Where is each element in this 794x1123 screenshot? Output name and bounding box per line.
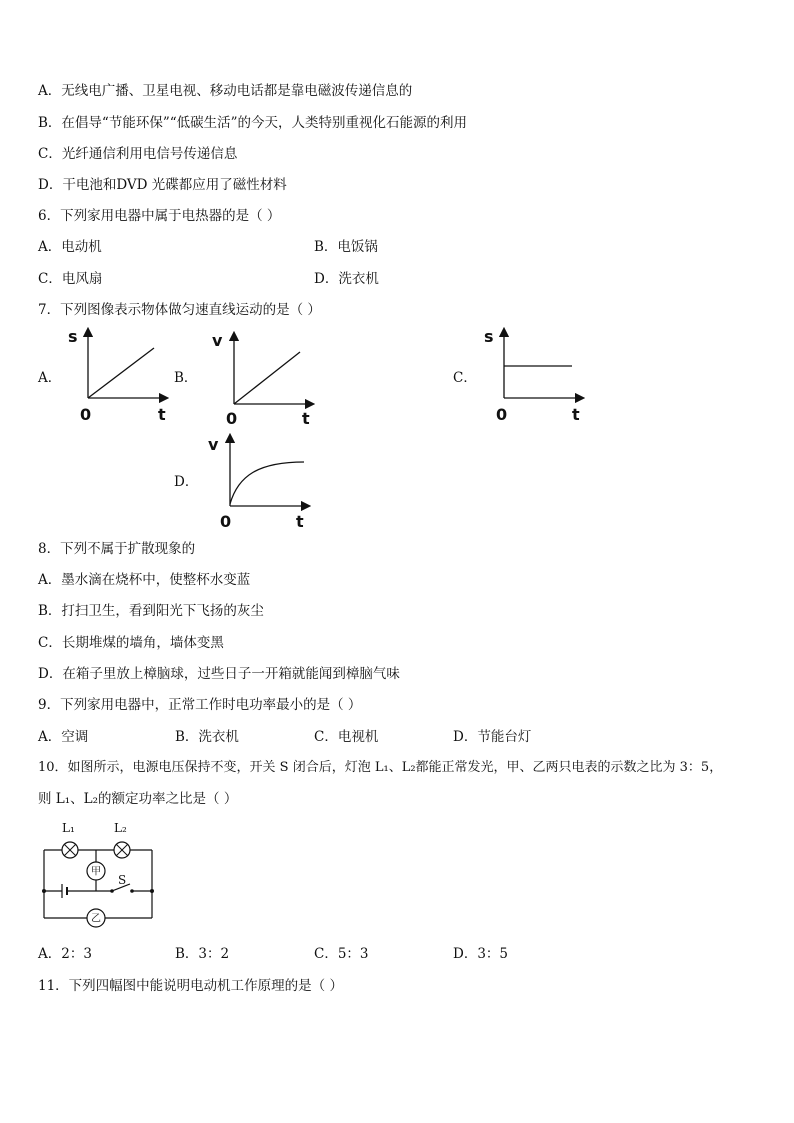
- q8-option-a: A．墨水滴在烧杯中，使整杯水变蓝: [38, 572, 251, 588]
- q7a-x-label: t: [158, 405, 166, 424]
- q10-stem-line2: 则 L₁、L₂的额定功率之比是（ ）: [38, 791, 238, 807]
- q7-label-d: D．: [174, 474, 199, 490]
- q8-stem: 8．下列不属于扩散现象的: [38, 541, 196, 557]
- q5-option-b: B．在倡导“节能环保”“低碳生活”的今天，人类特别重视化石能源的利用: [38, 115, 468, 131]
- q7b-x-label: t: [302, 409, 310, 428]
- q9-option-b: B．洗衣机: [175, 729, 239, 745]
- q7-stem: 7．下列图像表示物体做匀速直线运动的是（ ）: [38, 302, 321, 318]
- lamp-l1: [62, 842, 78, 858]
- q5-option-a: A．无线电广播、卫星电视、移动电话都是靠电磁波传递信息的: [38, 83, 413, 99]
- lamp-l1-label: L₁: [62, 821, 75, 835]
- q9-option-d: D．节能台灯: [453, 729, 532, 745]
- q10-option-d: D．3：5: [453, 946, 509, 962]
- q6-stem: 6．下列家用电器中属于电热器的是（ ）: [38, 208, 281, 224]
- q10-option-c: C．5：3: [314, 946, 369, 962]
- q6-option-b: B．电饭锅: [314, 239, 378, 255]
- q7-graph-d: [204, 432, 316, 532]
- q10-stem-line1: 10．如图所示，电源电压保持不变，开关 S 闭合后，灯泡 L₁、L₂都能正常发光，甲、乙两只电表的示数之比为 3：5，: [38, 760, 723, 775]
- q7-label-b: B．: [174, 370, 198, 386]
- q7c-y-label: s: [484, 327, 494, 346]
- q6-option-d: D．洗衣机: [314, 271, 379, 287]
- lamp-l2: [114, 842, 130, 858]
- q10-option-a: A．2：3: [38, 946, 92, 962]
- q8-option-d: D．在箱子里放上樟脑球，过些日子一开箱就能闻到樟脑气味: [38, 666, 400, 682]
- q7-label-c: C．: [453, 370, 477, 386]
- q6-option-a: A．电动机: [38, 239, 102, 255]
- q7d-origin: 0: [220, 512, 232, 531]
- q7d-x-label: t: [296, 512, 304, 531]
- q10-option-b: B．3：2: [175, 946, 230, 962]
- q7a-y-label: s: [68, 327, 78, 346]
- q7d-y-label: v: [208, 435, 219, 454]
- q7a-origin: 0: [80, 405, 92, 424]
- q8-option-c: C．长期堆煤的墙角，墙体变黑: [38, 635, 224, 651]
- q9-stem: 9．下列家用电器中，正常工作时电功率最小的是（ ）: [38, 697, 362, 713]
- q7c-x-label: t: [572, 405, 580, 424]
- meter-jia-label: 甲: [91, 866, 101, 878]
- q7b-origin: 0: [226, 409, 238, 428]
- q6-option-c: C．电风扇: [38, 271, 103, 287]
- q7-graph-c: [478, 326, 590, 426]
- q7-label-a: A．: [38, 370, 62, 386]
- q11-stem: 11．下列四幅图中能说明电动机工作原理的是（ ）: [38, 978, 343, 994]
- switch-s-label: S: [118, 873, 127, 887]
- q7-graph-a: [62, 326, 174, 426]
- q5-option-d: D．干电池和DVD 光碟都应用了磁性材料: [38, 177, 287, 193]
- q9-option-a: A．空调: [38, 729, 89, 745]
- lamp-l2-label: L₂: [114, 821, 127, 835]
- q8-option-b: B．打扫卫生，看到阳光下飞扬的灰尘: [38, 603, 264, 619]
- q7c-origin: 0: [496, 405, 508, 424]
- q10-circuit-diagram: [36, 816, 162, 932]
- meter-yi-label: 乙: [91, 913, 101, 925]
- q9-option-c: C．电视机: [314, 729, 379, 745]
- q5-option-c: C．光纤通信利用电信号传递信息: [38, 146, 238, 162]
- q7b-y-label: v: [212, 331, 223, 350]
- q7-graph-b: [206, 330, 318, 430]
